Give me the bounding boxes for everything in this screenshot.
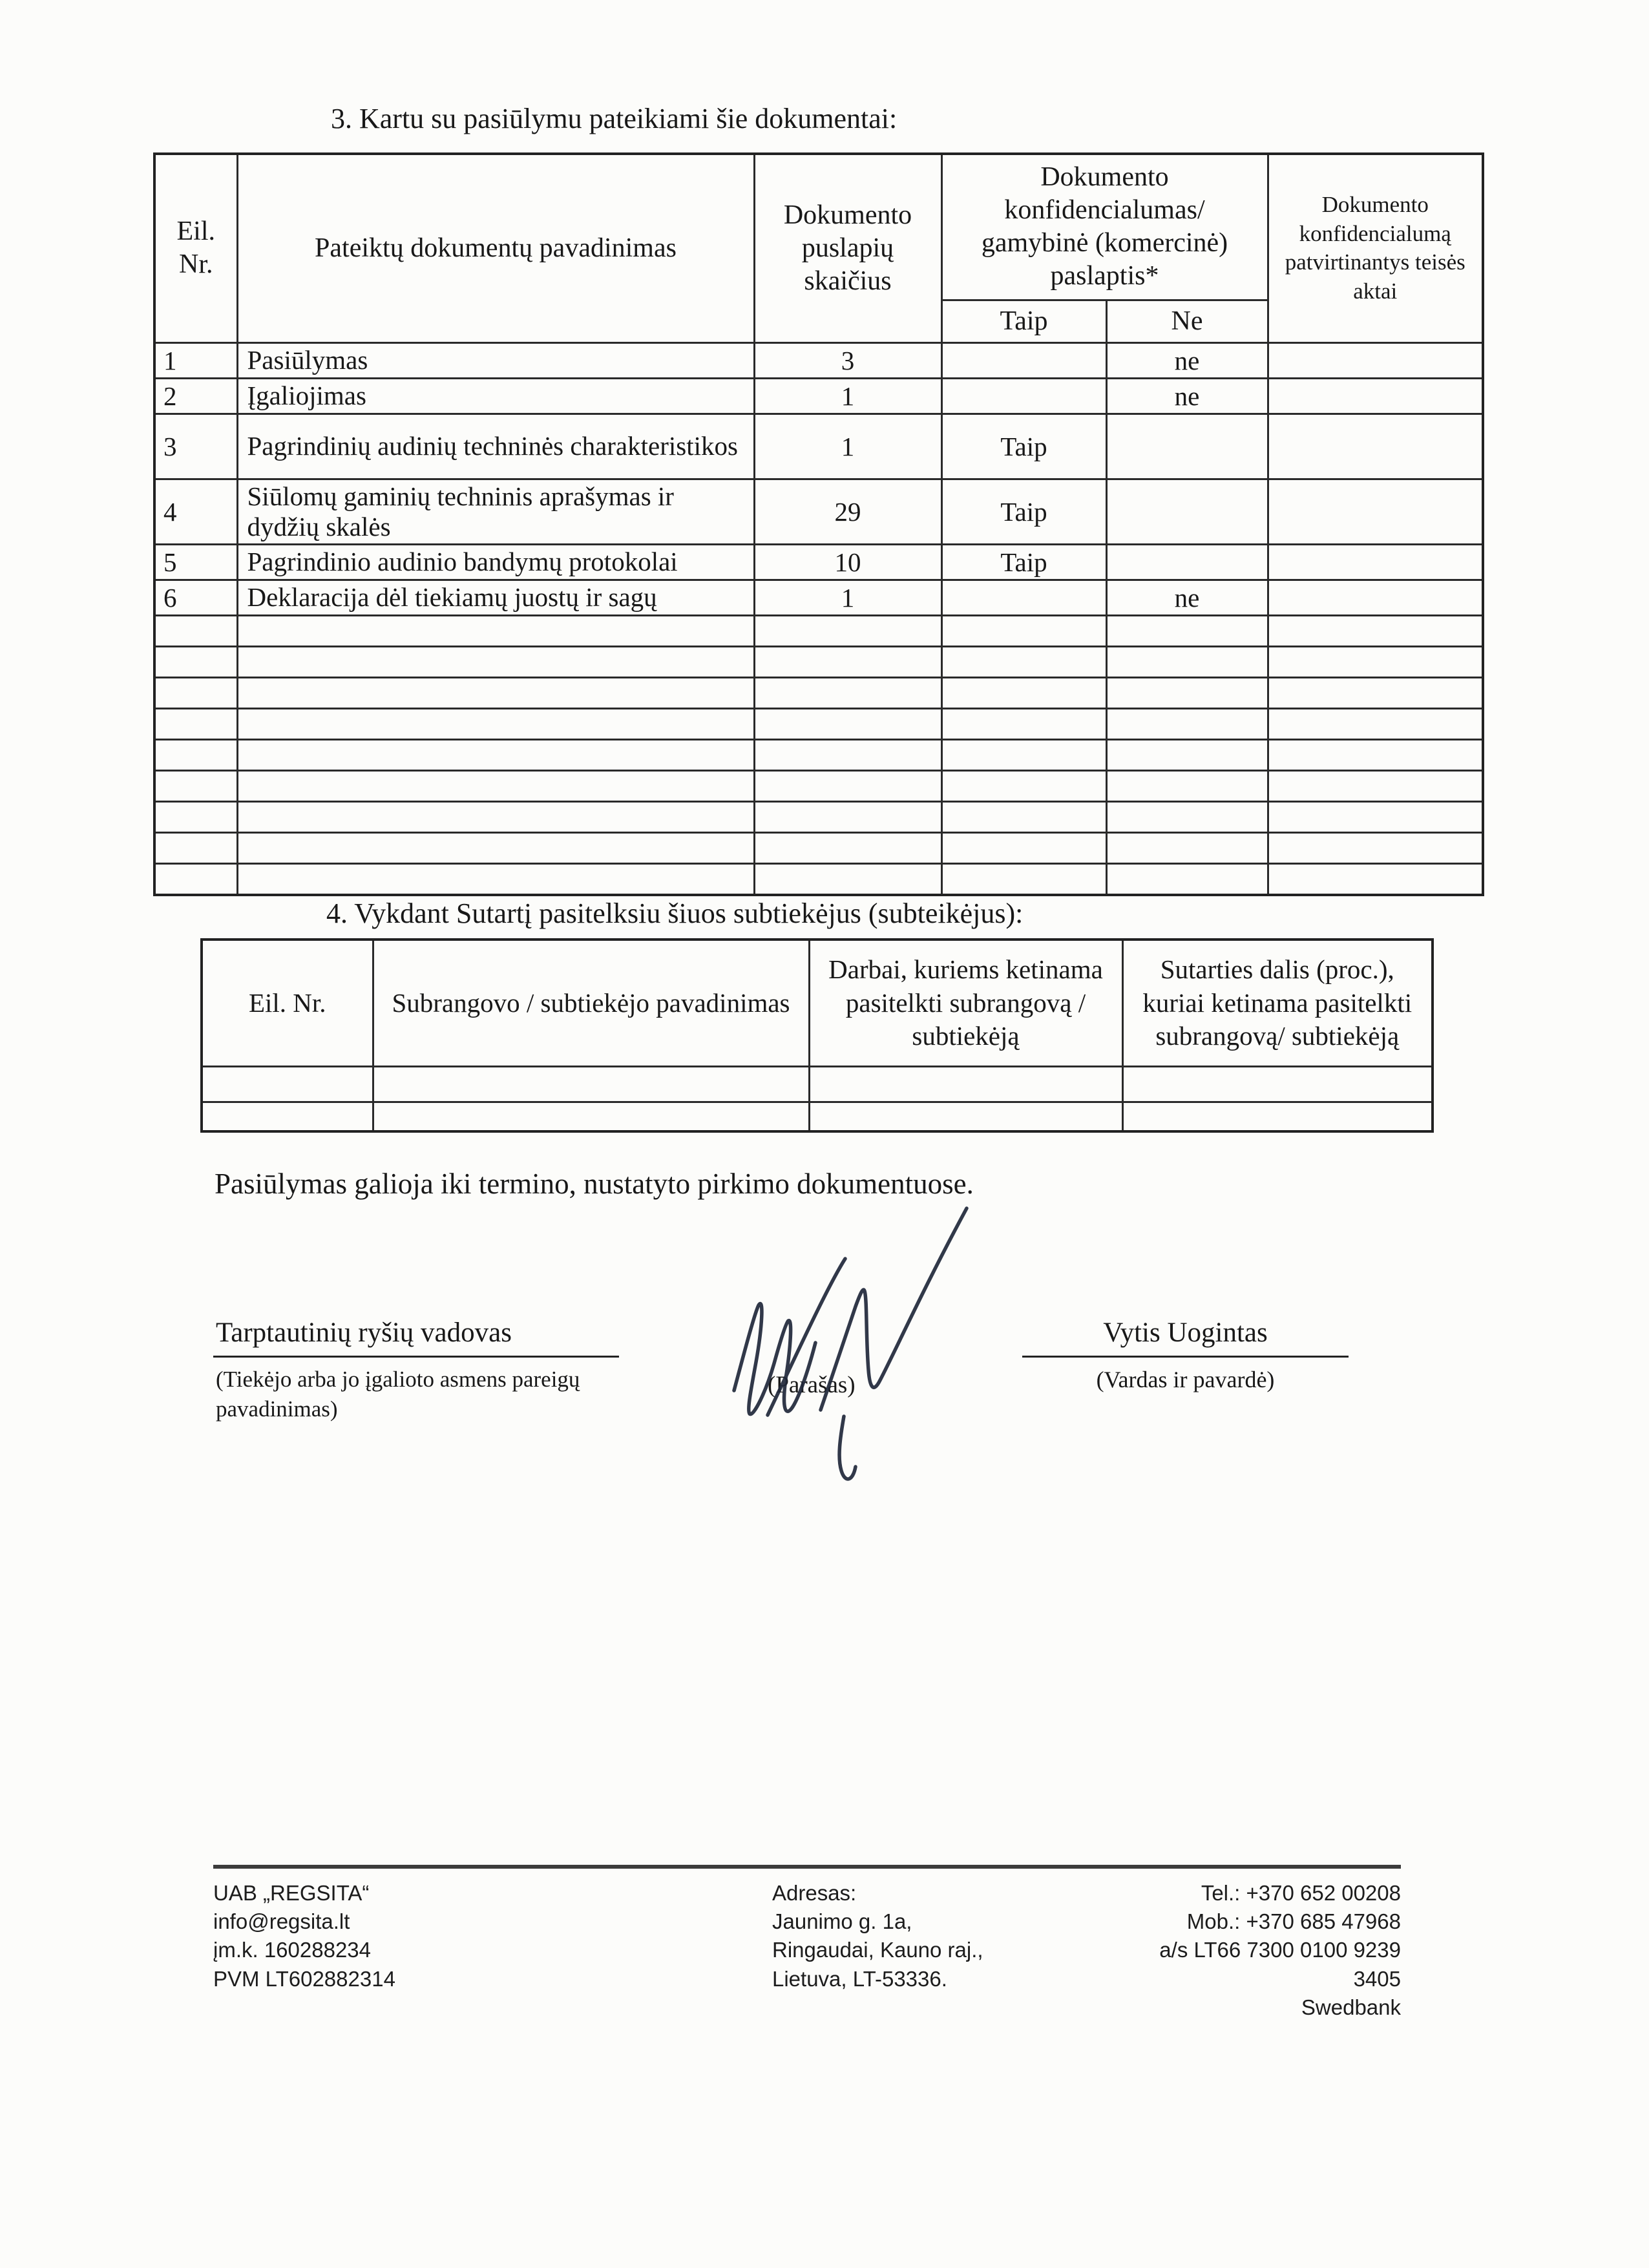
empty-cell [202,1102,373,1131]
page-count: 1 [754,378,941,414]
col-header-document-name: Pateiktų dokumentų pavadinimas [237,154,754,342]
company-vat: PVM LT602882314 [213,1966,395,1991]
empty-cell [1268,802,1483,833]
signer-position-title: Tarptautinių ryšių vadovas [216,1318,512,1348]
empty-cell [202,1066,373,1102]
legal-acts [1268,414,1483,479]
confidential-no: ne [1106,342,1268,378]
confidential-no: ne [1106,378,1268,414]
col-header-share: Sutarties dalis (proc.), kuriai ketinama pasitelkti subrangovą/ subtiekėją [1122,940,1433,1066]
confidential-yes [941,378,1106,414]
subcontractors-table-body [202,1066,1433,1131]
empty-cell [941,678,1106,709]
empty-cell [1268,864,1483,895]
document-name: Įgaliojimas [237,378,754,414]
empty-cell [941,740,1106,771]
confidential-yes: Taip [941,414,1106,479]
table-row-empty [154,647,1483,678]
empty-cell [1268,833,1483,864]
row-number: 6 [154,580,237,616]
row-number: 5 [154,545,237,580]
col-header-pages: Dokumento puslapių skaičius [754,154,941,342]
empty-cell [1268,740,1483,771]
empty-cell [941,647,1106,678]
table-row-empty [154,864,1483,895]
table-row-empty [202,1066,1433,1102]
table-row [154,342,1483,378]
empty-cell [1268,647,1483,678]
empty-cell [941,864,1106,895]
legal-acts [1268,545,1483,580]
footer-company-block [213,1879,772,2022]
table-row-empty [154,678,1483,709]
col-header-subcontractor: Subrangovo / subtiekėjo pavadinimas [373,940,809,1066]
mobile: Mob.: +370 685 47968 [1186,1909,1401,1934]
footer-address-block [772,1879,1108,2022]
empty-cell [754,771,941,802]
empty-cell [1106,802,1268,833]
letterhead-footer [213,1865,1401,2022]
empty-cell [754,864,941,895]
empty-cell [941,709,1106,740]
empty-cell [1106,678,1268,709]
address-country: Lietuva, LT-53336. [772,1966,947,1991]
section-4-heading: 4. Vykdant Sutartį pasitelksiu šiuos subtiekėjus (subteikėjus): [326,898,1024,929]
row-number: 2 [154,378,237,414]
footer-contacts-block [1108,1879,1401,2022]
empty-cell [154,678,237,709]
empty-cell [154,647,237,678]
col-header-eil-nr: Eil. Nr. [202,940,373,1066]
col-header-eil-nr: Eil. Nr. [154,154,237,342]
empty-cell [754,740,941,771]
empty-cell [237,647,754,678]
empty-cell [809,1066,1122,1102]
signature-caption: (Parašas) [768,1372,856,1398]
empty-cell [754,678,941,709]
legal-acts [1268,378,1483,414]
empty-cell [237,616,754,647]
empty-cell [154,771,237,802]
empty-cell [1268,616,1483,647]
col-header-works: Darbai, kuriems ketinama pasitelkti subrangovą / subtiekėją [809,940,1122,1066]
validity-statement: Pasiūlymas galioja iki termino, nustatyto pirkimo dokumentuose. [215,1168,974,1200]
documents-table-header [154,154,1483,342]
section-3-heading: 3. Kartu su pasiūlymu pateikiami šie dokumentai: [331,103,898,134]
row-number: 3 [154,414,237,479]
empty-cell [237,802,754,833]
empty-cell [1106,709,1268,740]
subcontractors-table [200,938,1434,1133]
empty-cell [237,740,754,771]
page-count: 3 [754,342,941,378]
table-row-empty [154,833,1483,864]
address-city: Ringaudai, Kauno raj., [772,1938,983,1962]
subcontractors-table-header [202,940,1433,1066]
col-header-legal-acts: Dokumento konfidencialumą patvirtinantys teisės aktai [1268,154,1483,342]
table-row [154,378,1483,414]
empty-cell [941,616,1106,647]
empty-cell [154,740,237,771]
col-header-ne: Ne [1106,300,1268,342]
row-number: 4 [154,479,237,544]
confidential-no [1106,479,1268,544]
empty-cell [1106,771,1268,802]
empty-cell [941,771,1106,802]
empty-cell [754,833,941,864]
empty-cell [1106,833,1268,864]
phone: Tel.: +370 652 00208 [1201,1881,1401,1905]
table-row-empty [154,802,1483,833]
bank-account: a/s LT66 7300 0100 9239 3405 [1159,1938,1401,1991]
handwritten-signature [711,1197,989,1494]
page-count: 29 [754,479,941,544]
name-caption: (Vardas ir pavardė) [1096,1367,1275,1392]
empty-cell [1122,1102,1433,1131]
table-row-empty [154,616,1483,647]
empty-cell [754,647,941,678]
legal-acts [1268,342,1483,378]
confidential-yes: Taip [941,545,1106,580]
legal-acts [1268,580,1483,616]
empty-cell [1122,1066,1433,1102]
position-caption: (Tiekėjo arba jo įgalioto asmens pareigų pavadinimas) [216,1367,580,1422]
empty-cell [154,802,237,833]
confidential-no [1106,545,1268,580]
empty-cell [1268,771,1483,802]
table-row-empty [154,709,1483,740]
row-number: 1 [154,342,237,378]
position-underline [213,1356,619,1358]
table-row-empty [154,740,1483,771]
address-label: Adresas: [772,1881,857,1905]
empty-cell [373,1066,809,1102]
confidential-yes [941,342,1106,378]
name-underline [1022,1356,1349,1358]
empty-cell [237,678,754,709]
empty-cell [154,864,237,895]
confidential-yes: Taip [941,479,1106,544]
empty-cell [154,709,237,740]
documents-table-body [154,342,1483,894]
empty-cell [809,1102,1122,1131]
confidential-yes [941,580,1106,616]
legal-acts [1268,479,1483,544]
signer-name: Vytis Uogintas [1103,1318,1268,1348]
empty-cell [154,616,237,647]
empty-cell [1106,864,1268,895]
empty-cell [1106,647,1268,678]
address-street: Jaunimo g. 1a, [772,1909,912,1934]
document-name: Pagrindinio audinio bandymų protokolai [237,545,754,580]
confidential-no: ne [1106,580,1268,616]
documents-table [153,152,1484,896]
table-row [154,479,1483,544]
table-row-empty [154,771,1483,802]
header-row [202,940,1433,1066]
empty-cell [754,616,941,647]
company-email: info@regsita.lt [213,1909,350,1934]
table-row [154,580,1483,616]
header-row [154,154,1483,300]
document-name: Pasiūlymas [237,342,754,378]
table-row [154,545,1483,580]
bank-name: Swedbank [1301,1995,1401,2019]
empty-cell [237,771,754,802]
page-count: 1 [754,580,941,616]
confidential-no [1106,414,1268,479]
empty-cell [941,802,1106,833]
empty-cell [941,833,1106,864]
page-count: 10 [754,545,941,580]
document-name: Deklaracija dėl tiekiamų juostų ir sagų [237,580,754,616]
empty-cell [1268,709,1483,740]
empty-cell [237,709,754,740]
col-header-confidentiality: Dokumento konfidencialumas/ gamybinė (komercinė) paslaptis* [941,154,1268,300]
empty-cell [1268,678,1483,709]
col-header-taip: Taip [941,300,1106,342]
empty-cell [1106,740,1268,771]
document-name: Siūlomų gaminių techninis aprašymas ir dydžių skalės [237,479,754,544]
empty-cell [154,833,237,864]
empty-cell [237,833,754,864]
table-row-empty [202,1102,1433,1131]
empty-cell [1106,616,1268,647]
document-name: Pagrindinių audinių techninės charakteristikos [237,414,754,479]
empty-cell [373,1102,809,1131]
empty-cell [754,709,941,740]
company-code: įm.k. 160288234 [213,1938,372,1962]
empty-cell [754,802,941,833]
page-count: 1 [754,414,941,479]
empty-cell [237,864,754,895]
table-row [154,414,1483,479]
company-name: UAB „REGSITA“ [213,1881,370,1905]
